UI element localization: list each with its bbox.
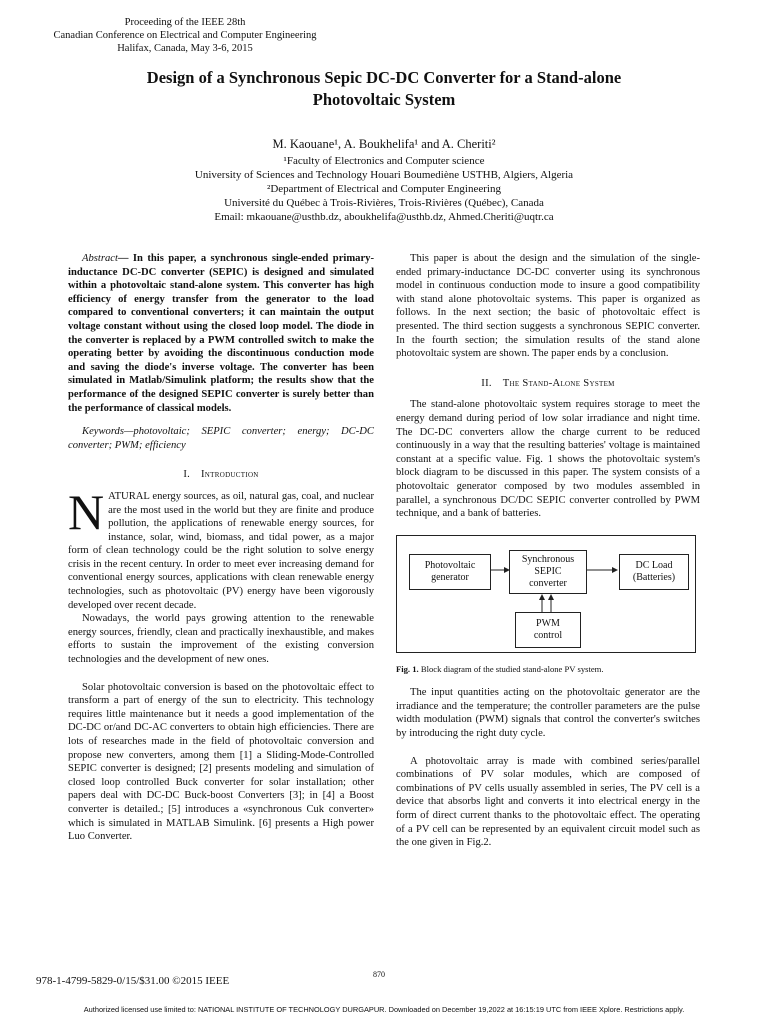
title-line: Photovoltaic System (312, 90, 456, 109)
author-block (60, 137, 708, 224)
copyright-isbn: 978-1-4799-5829-0/15/$31.00 ©2015 IEEE (36, 975, 230, 987)
paper-title (40, 67, 728, 111)
right-column (396, 252, 700, 850)
section-heading-standalone: II. The Stand-Alone System (481, 377, 615, 389)
block-diagram (396, 535, 696, 653)
body-paragraph: This paper is about the design and the simulation of the single-ended primary-inductance DC-DC converter using its synchronous model in continuous conduction mode to insure a good compatibility with stand alone photovoltaic systems. This paper is organized as follows. In the next section; the basic of photovoltaic effect is presented. The third section suggests a synchronous SEPIC converter. In the fourth section; the simulation results of the stand alone photovoltaic system are shown. The paper ends by a conclusion. (396, 253, 700, 360)
abstract-label: Abstract (82, 253, 118, 264)
caption-label: Fig. 1. (396, 663, 419, 674)
proceedings-line: Halifax, Canada, May 3-6, 2015 (117, 43, 253, 54)
block-label: Synchronous (521, 553, 575, 565)
intro-paragraph: Nowadays, the world pays growing attention to the renewable energy sources, friendly, clean and practically inexhaustible, and makes efforts to sustain the improvement of the existing conversion technologies and the development of new ones. (68, 613, 374, 666)
drop-cap: N (68, 483, 105, 540)
abstract (68, 252, 374, 415)
block-label: generator (431, 571, 469, 583)
left-column (68, 252, 374, 844)
proceedings-line: Canadian Conference on Electrical and Computer Engineering (53, 30, 317, 41)
sepic-converter-block (509, 550, 587, 594)
block-label: (Batteries) (632, 571, 676, 583)
block-label: DC Load (635, 559, 673, 571)
affiliation-line: ²Department of Electrical and Computer Engineering (267, 183, 501, 195)
block-label: control (533, 629, 563, 641)
block-label: PWM (536, 617, 560, 629)
abstract-text: — In this paper, a synchronous single-ended primary-inductance DC-DC converter (SEPIC) is designed and simulated within a photovoltaic stand-alone system. This converter has high efficiency of energy transfer from the generator to the load compared to conventional converters; it can maintain the output voltage constant without using the closed loop model. The diode in the converter is replaced by a PWM controlled switch to make the operating better by avoiding the discontinuous conduction mode and saving the diode's inverse voltage. The converter has been simulated in Matlab/Simulink platform; the results show that the performance of the designed SEPIC converter is surely better than the performance of classical models. (68, 253, 374, 414)
body-paragraph: The input quantities acting on the photovoltaic generator are the irradiance and the temperature; the controller parameters are the pulse width modulation (PWM) signals that control the converter's switches by introducing the right duty cycle. (396, 687, 700, 740)
proceedings-line: Proceeding of the IEEE 28th (124, 17, 246, 28)
title-line: Design of a Synchronous Sepic DC-DC Converter for a Stand-alone (146, 68, 622, 87)
intro-paragraph-text: ATURAL energy sources, as oil, natural gas, coal, and nuclear are the most used in the world but they are finite and produce pollution, the applications of renewable energy sources, for instance, solar, wind, biomass, and tidal power, as a major form of clean technology could be the right solution to solve energy crisis in the recent century. In order to meet ever increasing demand for conventional energy sources, applications with clean renewable energy technologies, such as photovoltaic (PV) energy have been vigorously developed over recent decade. (68, 490, 374, 611)
pwm-control-block (515, 612, 581, 648)
author-emails: Email: mkaouane@usthb.dz, aboukhelifa@usthb.dz, Ahmed.Cheriti@uqtr.ca (214, 211, 554, 223)
section-heading-introduction: I. Introduction (183, 469, 259, 481)
photovoltaic-generator-block (409, 554, 491, 590)
body-paragraph: The stand-alone photovoltaic system requires storage to meet the energy demand during period of low solar irradiance and night time. The DC-DC converters allow the charge current to be reduced continuously in a way that the resulting batteries' voltage is maintained constant at a specific value. Fig. 1 shows the photovoltaic system's block diagram to be discussed in this paper. The system consists of a photovoltaic generator composed by two modules assembled in parallel, a synchronous DC/DC SEPIC converter controlled by PWM technique, and a bank of batteries. (396, 399, 700, 520)
affiliation-line: ¹Faculty of Electronics and Computer science (283, 155, 485, 167)
dc-load-block (619, 554, 689, 590)
author-names: M. Kaouane¹, A. Boukhelifa¹ and A. Cheriti² (272, 137, 496, 151)
body-paragraph: A photovoltaic array is made with combined series/parallel combinations of PV solar modules, which are composed of combinations of PV cells usually assembled in series, The PV cell is a device that absorbs light and converts it into electrical energy in the form of direct current thanks to the photovoltaic effect. The operating of a PV cell can be represented by an equivalent circuit model such as the one given in Fig.2. (396, 755, 700, 849)
affiliation-line: University of Sciences and Technology Houari Boumediène USTHB, Algiers, Algeria (194, 169, 574, 181)
block-label: Photovoltaic (424, 559, 476, 571)
affiliation-line: Université du Québec à Trois-Rivières, Trois-Rivières (Québec), Canada (224, 197, 544, 209)
intro-paragraph (68, 483, 374, 612)
block-label: SEPIC (534, 565, 562, 577)
intro-paragraph: Solar photovoltaic conversion is based on the photovoltaic effect to transform a part of energy of the sun to electricity. This technology requires little maintenance but it needs a good implementation of the DC-DC or/and DC-AC converters to obtain high efficiencies. There are lots of researches made in the field of photovoltaic conversion and propose new converters, among them [1] a Sliding-Mode-Controlled SEPIC converter is designed; [2] presents modeling and simulation of closed loop controlled Buck converter for solar installation; other papers deal with DC-DC Buck-boost Converters [3]; in [4] a Boost converter is detailed.; [5] introduces a «synchronous Cuk converter» which is simulated in MATLAB Simulink. [6] presents a High power Luo Converter. (68, 681, 374, 843)
block-label: converter (529, 577, 567, 589)
keywords: Keywords—photovoltaic; SEPIC converter; energy; DC-DC converter; PWM; efficiency (68, 426, 374, 451)
caption-text: Block diagram of the studied stand-alone PV system. (420, 663, 604, 674)
figure-caption (396, 663, 700, 677)
proceedings-header (0, 16, 370, 55)
page-number: 870 (373, 970, 385, 979)
license-notice: Authorized licensed use limited to: NATIONAL INSTITUTE OF TECHNOLOGY DURGAPUR. Downloaded on December 19,2022 at 16:15:19 UTC from IEEE Xplore. Restrictions apply. (83, 1005, 685, 1014)
